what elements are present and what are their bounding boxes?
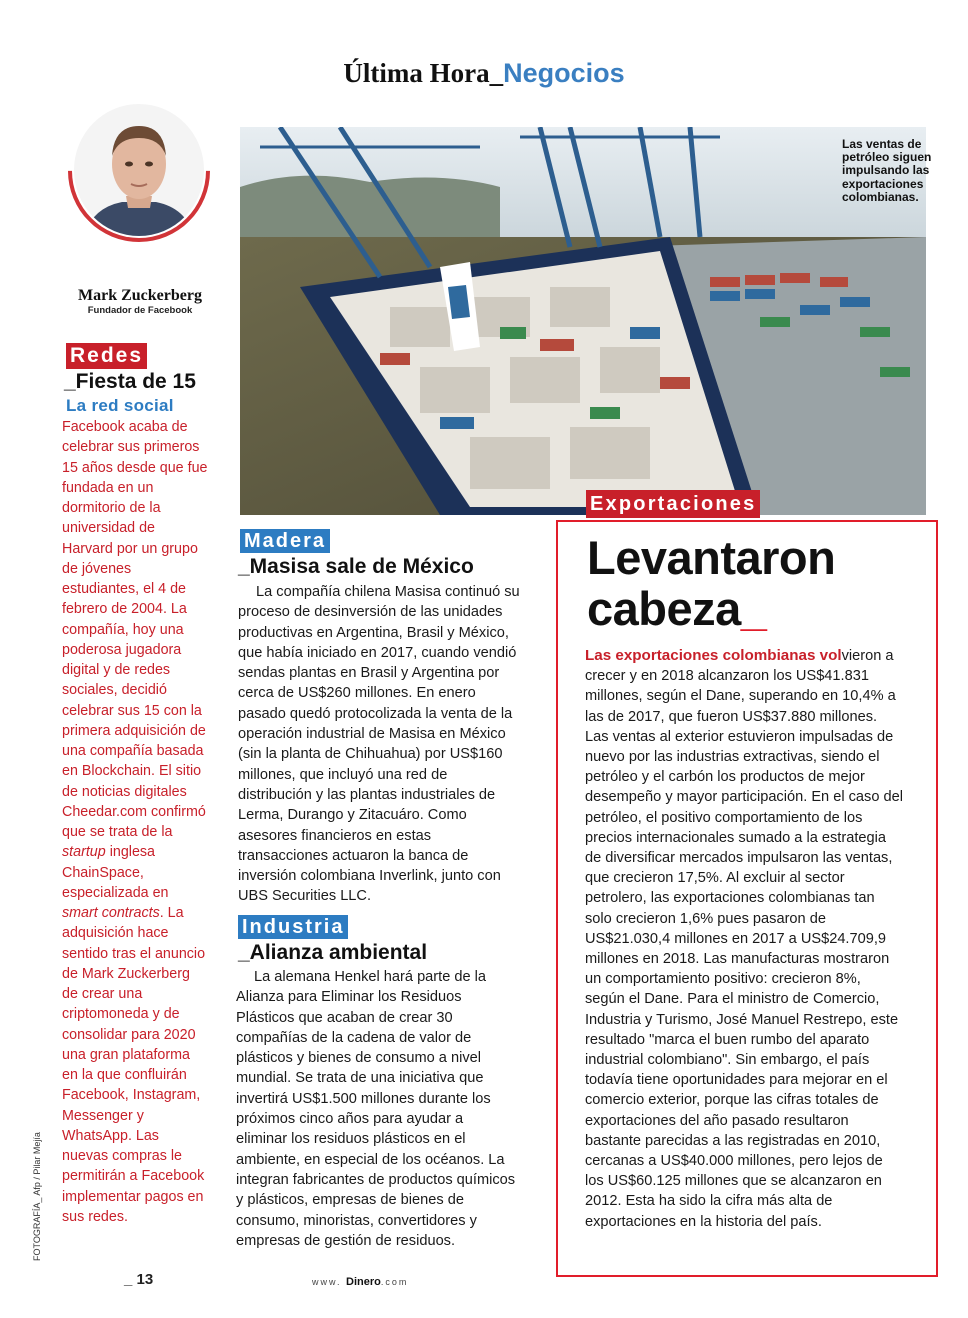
exportaciones-tag: Exportaciones (586, 490, 760, 518)
redes-title: _Fiesta de 15 (64, 370, 196, 393)
site-suffix: .com (380, 1277, 409, 1287)
industria-body-text: La alemana Henkel hará parte de la Alianza para Eliminar los Residuos Plásticos que acaban de crear 30 compañías de la cadena de valor de plásticos y bienes de consumo a nivel mundial. Se trata de una iniciativa que invertirá US$1.500 millones durante los próximos cinco años para ayudar a eliminar los residuos plásticos en el ambiente, en especial de los océanos. La integran fabricantes de productos químicos y plásticos, empresas de bienes de consumo, minoristas, convertidores y empresas de gestión de residuos. (236, 969, 516, 1249)
redes-tag: Redes (66, 343, 147, 369)
site-prefix: www. (312, 1277, 342, 1287)
redes-body-c: . La adquisición hace sentido tras el anuncio de Mark Zuckerberg de crear una criptomoneda y de consolidar para 2020 una gran plataforma en la que confluirán Facebook, Instagram, Messenger y WhatsApp. Las nuevas compras le permitirán a Facebook implementar pagos en sus redes. (62, 905, 206, 1225)
headline-underscore: _ (740, 582, 767, 635)
feature-headline (587, 532, 927, 634)
photo-credit-text: FOTOGRAFÍA_ Afp / Pilar Mejía (32, 1132, 42, 1261)
section-title: Última Hora_ (343, 58, 504, 88)
madera-body-text: La compañía chilena Masisa continuó su proceso de desinversión de las unidades productivas en Argentina, Brasil y México, que había iniciado en 2017, cuando vendió sendas plantas en Brasil y Argentina por cerca de US$260 millones. En enero pasado quedó protocolizada la venta de la operación industrial de Masisa en México (sin la planta de Chihuahua) por US$160 millones, que incluyó una red de distribución y las plantas industriales de Lerma, Durango y Zitacuáro. Como asesores financieros en estas transacciones actuaron la banca de inversión colombiana Inverlink, junto con UBS Securities LLC. (238, 584, 520, 905)
feature-lead: Las exportaciones colombianas vol (585, 647, 842, 664)
headline-line1: Levantaron (587, 531, 836, 584)
redes-body-b: inglesa ChainSpace, especializada en (62, 844, 169, 901)
container-ship-photo (240, 127, 926, 515)
industria-title: _Alianza ambiental (238, 941, 428, 964)
subsection-title: Negocios (503, 58, 625, 88)
madera-body (238, 582, 522, 907)
feature-body-text: vieron a crecer y en 2018 alcanzaron los US$41.831 millones, según el Dane, superando en 10,4% a las de 2017, que fueron US$37.880 millones. Las ventas al exterior estuvieron impulsadas de nuevo por las industrias extractivas, siendo el petróleo y el carbón los productos de mejor desempeño y mayor participación. En el caso del petróleo, el positivo comportamiento de los precios internacionales sumado a la estrategia de diversificar mercados impulsaron las ventas, que crecieron 17,5%. Al excluir al sector petrolero, las exportaciones colombianas tan solo crecieron 1,6% pues pasaron de US$21.030,4 millones en 2017 a US$24.709,9 millones en 2018. Las manufacturas mostraron un comportamiento positivo: crecieron 8%, según el Dane. Para el ministro de Comercio, Industria y Turismo, José Manuel Restrepo, este resultado "marca el buen rumbo del aparato industrial colombiano". Sin embargo, el país todavía tiene oportunidades para mejorar en el comercio exterior, porque las cifras totales de exportaciones del año pasado resultaron bastante parecidas a las registradas en 2010, cercanas a US$40.000 millones, pero lejos de los US$60.125 millones que se alcanzaron en 2012. Esta ha sido la cifra más alta de exportaciones en la historia del país. (585, 648, 903, 1230)
industria-body (236, 967, 518, 1251)
portrait-ring (39, 71, 240, 272)
madera-tag: Madera (240, 529, 330, 553)
industria-tag: Industria (238, 915, 348, 939)
madera-title: _Masisa sale de México (238, 555, 474, 578)
footer-site (312, 1276, 408, 1288)
headline-line2: cabeza (587, 582, 741, 635)
redes-body-em1: startup (62, 844, 106, 861)
site-brand: Dinero (346, 1276, 381, 1288)
page-header (0, 58, 968, 89)
person-role: Fundador de Facebook (87, 305, 193, 316)
page-number: _ 13 (124, 1271, 154, 1288)
redes-subtitle: La red social (66, 396, 174, 415)
redes-body-a: Facebook acaba de celebrar sus primeros 15 años desde que fue fundada en un dormitorio de la universidad de Harvard por un grupo de jóvenes estudiantes, el 4 de febrero de 2004. La compañía, hoy una poderosa jugadora digital y de redes sociales, decidió celebrar sus 15 con la primera adquisición de una compañía basada en Blockchain. El sitio de noticias digitales Cheedar.com confirmó que se trata de la (62, 419, 208, 840)
redes-body-em2: smart contracts (62, 905, 160, 921)
photo-credit (28, 1115, 42, 1265)
photo-caption: Las ventas de petróleo siguen impulsando las exportaciones colombianas. (842, 137, 932, 204)
redes-body (62, 417, 208, 1227)
person-name: Mark Zuckerberg (78, 287, 202, 304)
feature-body (585, 646, 903, 1232)
